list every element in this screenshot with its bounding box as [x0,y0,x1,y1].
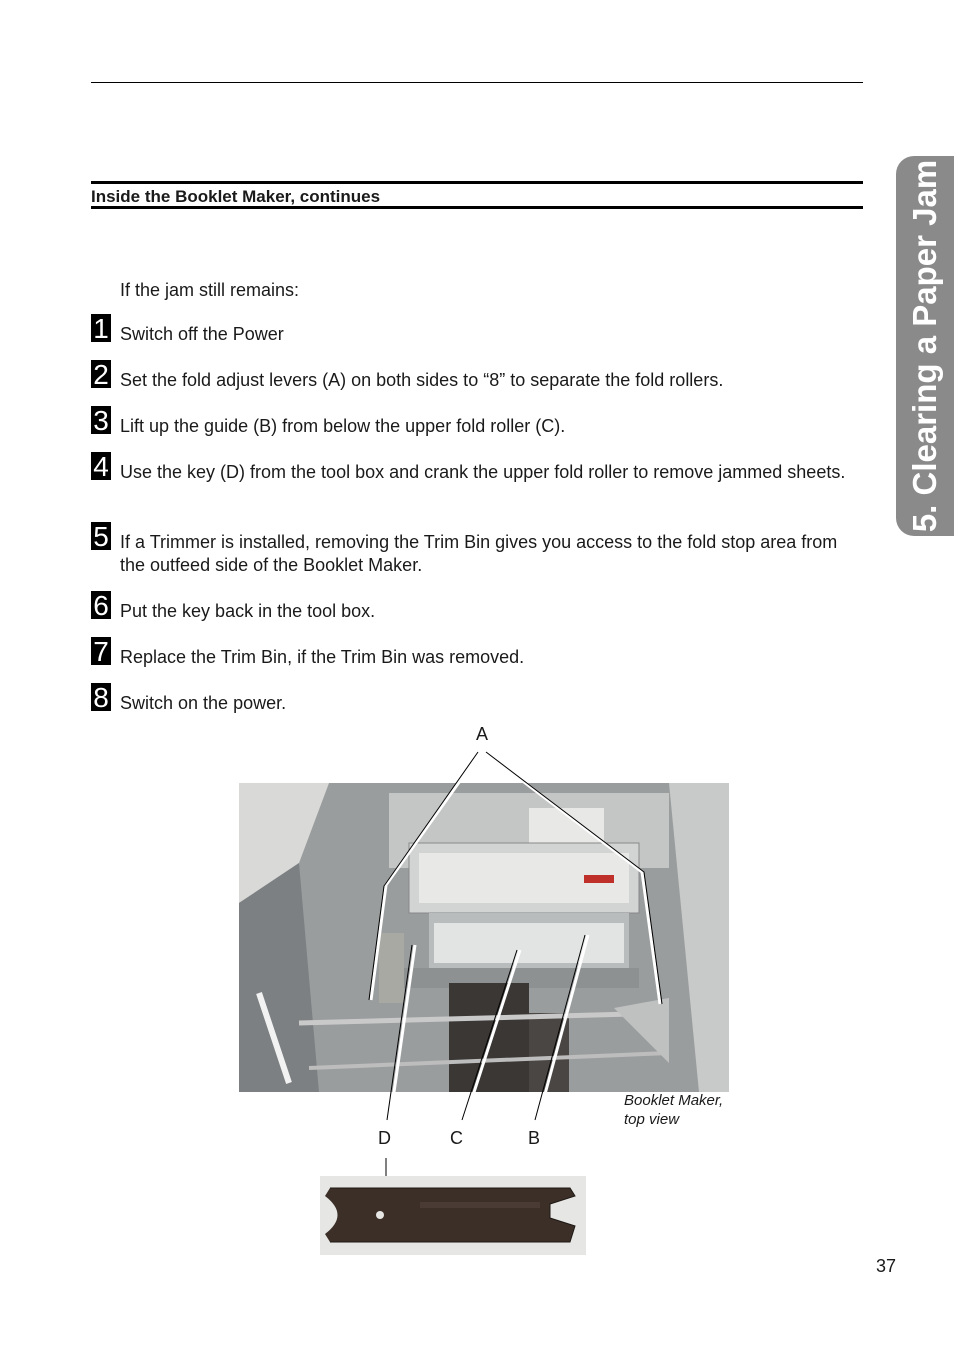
chapter-tab-label: 5. Clearing a Paper Jam [906,159,943,533]
step-number: 5 [91,522,111,550]
step-text: Lift up the guide (B) from below the upper fold roller (C). [120,416,566,436]
chapter-tab [896,156,954,536]
step-text: If a Trimmer is installed, removing the Trim Bin gives you access to the fold stop area from the outfeed side of the Booklet Maker. [120,532,838,575]
page-number: 37 [876,1256,897,1276]
callout-label-d: D [378,1128,391,1148]
callout-label-c: C [450,1128,463,1148]
callout-label-b: B [528,1128,541,1148]
step-text: Set the fold adjust levers (A) on both sides to “8” to separate the fold rollers. [120,370,724,390]
section-title: Inside the Booklet Maker, continues [91,187,381,206]
caption-line-2: top view [624,1111,680,1128]
header-rule [91,82,863,83]
step-text: Replace the Trim Bin, if the Trim Bin was removed. [120,647,525,667]
key-tool-photo [320,1176,586,1255]
step-number: 7 [91,637,111,665]
step-number: 1 [91,314,111,342]
section-heading [91,181,863,209]
booklet-maker-photo [239,783,729,1092]
caption-line-1: Booklet Maker, [624,1092,724,1109]
callout-label-a: A [476,724,489,744]
step-number: 3 [91,406,111,434]
figure-caption [624,1091,744,1129]
step-text: Switch on the power. [120,693,287,713]
step-number: 4 [91,452,111,480]
step-text: Use the key (D) from the tool box and crank the upper fold roller to remove jammed sheets. [120,462,846,482]
step-number: 6 [91,591,111,619]
step-number: 2 [91,360,111,388]
step-text: Switch off the Power [120,324,284,344]
step-number: 8 [91,683,111,711]
intro-text: If the jam still remains: [120,280,300,300]
step-text: Put the key back in the tool box. [120,601,376,621]
